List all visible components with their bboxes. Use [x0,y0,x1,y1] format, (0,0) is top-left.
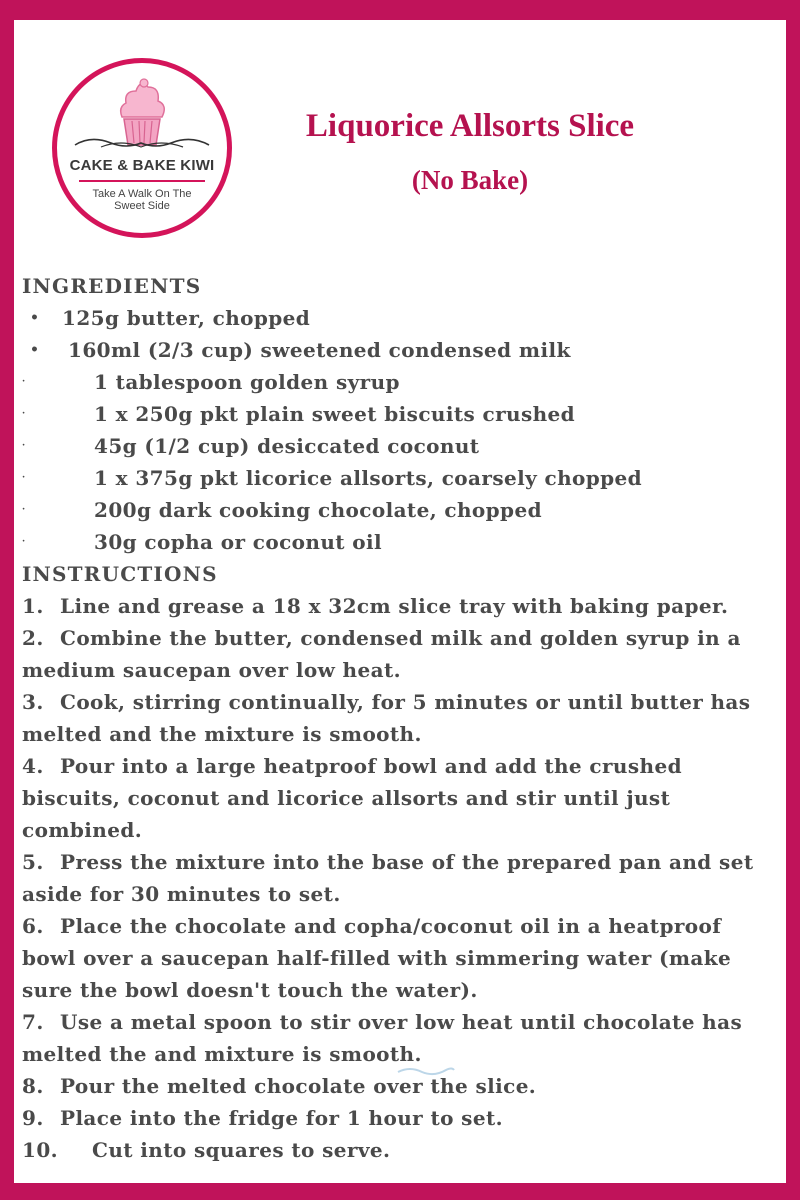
bullet-icon: · [22,473,26,483]
ingredient-item: · 1 tablespoon golden syrup [22,366,782,398]
instruction-step: 1. Line and grease a 18 x 32cm slice tray with baking paper. [22,590,782,622]
step-number: 8. [22,1074,44,1098]
brand-tagline [57,188,227,212]
bullet-icon: • [30,310,40,326]
step-number: 4. [22,754,44,778]
instruction-step: 4. Pour into a large heatproof bowl and add the crushed biscuits, coconut and licorice allsorts and stir until just combined. [22,750,782,846]
ingredient-item: · 1 x 375g pkt licorice allsorts, coarsely chopped [22,462,782,494]
step-number: 1. [22,594,44,618]
instruction-step: 2. Combine the butter, condensed milk and golden syrup in a medium saucepan over low heat. [22,622,782,686]
step-number: 2. [22,626,44,650]
instruction-step: 10. Cut into squares to serve. [22,1134,782,1166]
ingredient-item: • 160ml (2/3 cup) sweetened condensed milk [22,334,782,366]
step-number: 9. [22,1106,44,1130]
instruction-step: 3. Cook, stirring continually, for 5 minutes or until butter has melted and the mixture is smooth. [22,686,782,750]
recipe-title: Liquorice Allsorts Slice [305,108,635,144]
instruction-step: 7. Use a metal spoon to stir over low heat until chocolate has melted the and mixture is smooth. [22,1006,782,1070]
step-number: 6. [22,914,44,938]
step-number: 7. [22,1010,44,1034]
ingredients-list [22,302,782,558]
tagline-line-2: Sweet Side [114,200,170,212]
step-number: 10. [22,1138,58,1162]
instructions-list [22,590,782,1166]
recipe-body [22,270,782,1166]
ingredient-item: · 200g dark cooking chocolate, chopped [22,494,782,526]
bullet-icon: • [30,342,40,358]
instruction-step: 5. Press the mixture into the base of the prepared pan and set aside for 30 minutes to set. [22,846,782,910]
step-number: 5. [22,850,44,874]
ingredient-item: · 30g copha or coconut oil [22,526,782,558]
instructions-heading: INSTRUCTIONS [22,562,218,586]
bullet-icon: · [22,441,26,451]
tagline-line-1: Take A Walk On The [92,188,192,200]
instruction-step: 6. Place the chocolate and copha/coconut oil in a heatproof bowl over a saucepan half-filled with simmering water (make sure the bowl doesn't touch the water). [22,910,782,1006]
watermark-swirl-icon [396,1064,456,1078]
ingredient-item: · 1 x 250g pkt plain sweet biscuits crushed [22,398,782,430]
step-number: 3. [22,690,44,714]
bullet-icon: · [22,505,26,515]
logo-divider [79,180,205,182]
bullet-icon: · [22,377,26,387]
ingredient-item: · 45g (1/2 cup) desiccated coconut [22,430,782,462]
instruction-step: 9. Place into the fridge for 1 hour to set. [22,1102,782,1134]
brand-name: CAKE & BAKE KIWI [69,157,215,174]
bullet-icon: · [22,409,26,419]
bullet-icon: · [22,537,26,547]
flourish-icon [71,133,213,153]
instruction-step: 8. Pour the melted chocolate over the slice. [22,1070,782,1102]
brand-logo [52,58,232,238]
recipe-subtitle: (No Bake) [411,165,529,195]
ingredient-item: • 125g butter, chopped [22,302,782,334]
ingredients-heading: INGREDIENTS [22,274,202,298]
recipe-card [14,20,786,1183]
